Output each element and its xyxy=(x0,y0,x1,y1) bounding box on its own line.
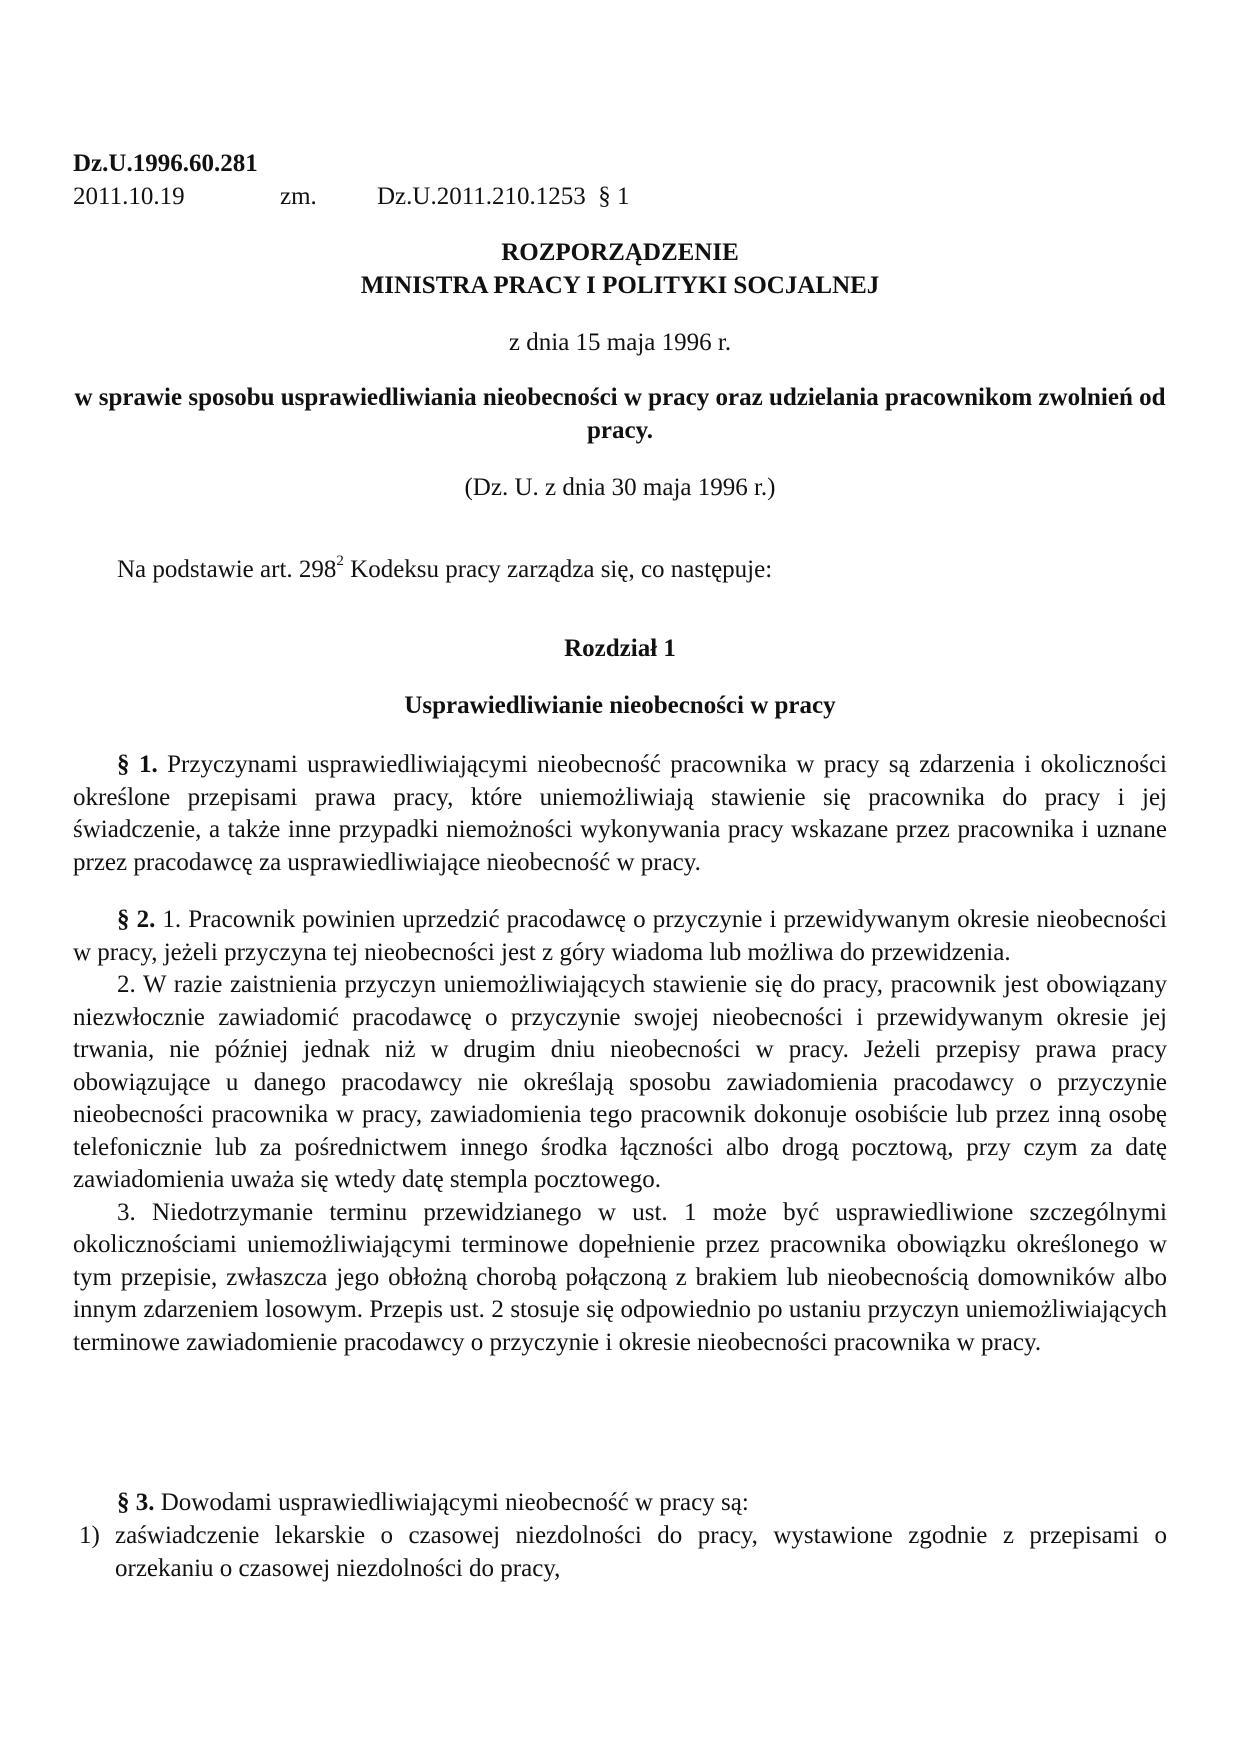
amendment-reference: Dz.U.2011.210.1253 xyxy=(377,182,586,210)
article-superscript: 2 xyxy=(336,552,344,569)
section-3 xyxy=(73,1487,1167,1520)
section-2-label: § 2. xyxy=(117,906,156,933)
chapter-label: Rozdział 1 xyxy=(564,635,676,662)
amendment-section: § 1 xyxy=(598,182,630,210)
legal-basis-text: Na podstawie art. 298 xyxy=(117,556,337,583)
list-item xyxy=(79,1520,1167,1585)
section-3-label: § 3. xyxy=(117,1489,155,1516)
section-3-text: Dowodami usprawiedliwiającymi nieobecność w pracy są: xyxy=(154,1489,749,1516)
section-1-label: § 1. xyxy=(117,751,158,778)
chapter-title: Usprawiedliwianie nieobecności w pracy xyxy=(404,692,836,719)
act-date: z dnia 15 maja 1996 r. xyxy=(508,329,732,356)
reference-block xyxy=(73,148,1173,213)
issuer-heading: MINISTRA PRACY I POLITYKI SOCJALNEJ xyxy=(360,272,880,299)
journal-reference: Dz.U.1996.60.281 xyxy=(73,150,258,177)
section-1 xyxy=(73,749,1167,879)
amendment-label: zm. xyxy=(280,182,317,210)
act-subject: w sprawie sposobu usprawiedliwiania nieobecności w pracy oraz udzielania pracownikom zwolnień od pracy. xyxy=(74,384,1166,444)
legal-basis xyxy=(117,554,1167,587)
amendment-date: 2011.10.19 xyxy=(73,182,185,210)
list-item-text: zaświadczenie lekarskie o czasowej niezdolności do pracy, wystawione zgodnie z przepisami o orzekaniu o czasowej niezdolności do pracy, xyxy=(115,1522,1167,1582)
amendment-line xyxy=(73,181,1173,214)
legal-basis-continuation: Kodeksu pracy zarządza się, co następuje: xyxy=(343,556,773,583)
section-1-text: Przyczynami usprawiedliwiającymi nieobecność pracownika w pracy są zdarzenia i okoliczności określone przepisami prawa pracy, które uniemożliwiają stawienie się pracownika do pracy i jej świadczenie, a także inne przypadki niemożności wykonywania pracy wskazane przez pracownika i uznane przez pracodawcę za usprawiedliwiające nieobecność w pracy. xyxy=(73,751,1167,876)
section-2-paragraph-3: 3. Niedotrzymanie terminu przewidzianego w ust. 1 może być usprawiedliwione szczególnymi okolicznościami uniemożliwiającymi terminowe dopełnienie przez pracownika obowiązku określonego w tym przepisie, zwłaszcza jego obłożną chorobą połączoną z brakiem lub nieobecnością domowników albo innym zdarzeniem losowym. Przepis ust. 2 stosuje się odpowiednio po ustaniu przyczyn uniemożliwiających terminowe zawiadomienie pracodawcy o przyczynie i okresie nieobecności pracownika w pracy. xyxy=(73,1198,1167,1356)
act-type-heading: ROZPORZĄDZENIE xyxy=(501,239,739,266)
section-2 xyxy=(73,904,1167,1359)
section-2-paragraph-1: 1. Pracownik powinien uprzedzić pracodawcę o przyczynie i przewidywanym okresie nieobecności w pracy, jeżeli przyczyna tej nieobecności jest z góry wiadoma lub możliwa do przewidzenia. xyxy=(73,906,1167,966)
section-2-paragraph-2: 2. W razie zaistnienia przyczyn uniemożliwiających stawienie się do pracy, pracownik jest obowiązany niezwłocznie zawiadomić pracodawcę o przyczynie swojej nieobecności i przewidywanym okresie jej trwania, nie później jednak niż w drugim dniu nieobecności w pracy. Jeżeli przepisy prawa pracy obowiązujące u danego pracodawcy nie określają sposobu zawiadomienia pracodawcy o przyczynie nieobecności pracownika w pracy, zawiadomienia tego pracownik dokonuje osobiście lub przez inną osobę telefonicznie lub za pośrednictwem innego środka łączności albo drogą pocztową, przy czym za datę zawiadomienia uważa się wtedy datę stempla pocztowego. xyxy=(73,971,1167,1193)
publication-note: (Dz. U. z dnia 30 maja 1996 r.) xyxy=(464,474,776,501)
list-item-number: 1) xyxy=(79,1522,100,1549)
